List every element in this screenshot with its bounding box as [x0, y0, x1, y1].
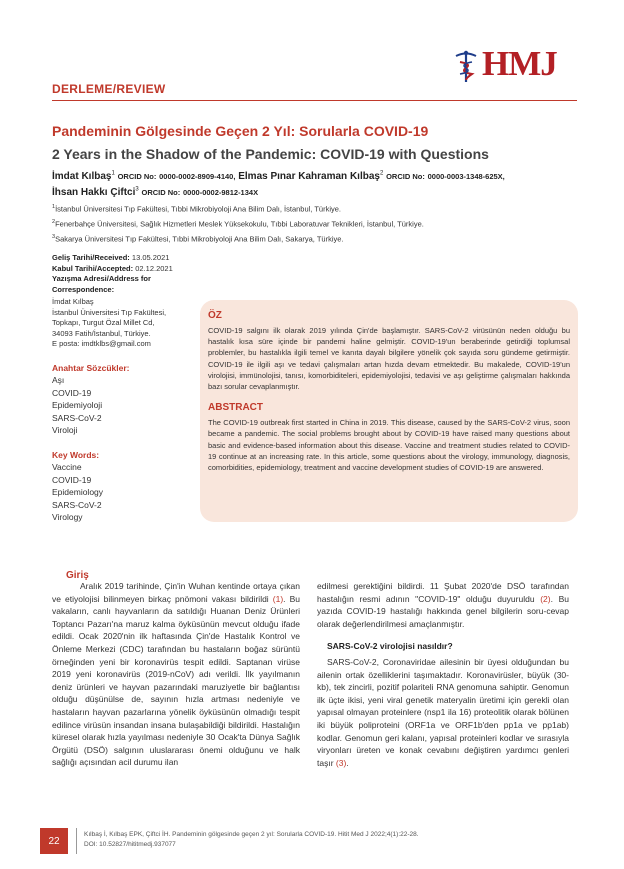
footer-divider [76, 828, 77, 854]
reference-link[interactable]: (1) [272, 593, 284, 604]
journal-logo-text: HMJ [482, 44, 557, 83]
journal-logo [452, 44, 572, 88]
author-list [52, 168, 592, 199]
page-number: 22 [40, 828, 68, 854]
footer-citation: Kılbaş İ, Kılbaş EPK, Çiftci İH. Pandeminin gölgesinde geçen 2 yıl: Sorularla COVID-19. Hitit Med J 2022;4(1):22-28. DOI: 10.52827/hititmedj.937077 [84, 831, 419, 848]
section-label: DERLEME/REVIEW [52, 82, 166, 96]
author: İmdat Kılbaş$^1$ ORCID No: 0000-0002-8909-4140, [52, 171, 236, 183]
affiliations [52, 201, 582, 246]
affiliation: $^1$İstanbul Üniversitesi Tıp Fakültesi, Tıbbi Mikrobiyoloji Ana Bilim Dalı, İstanbul, Türkiye. [52, 204, 342, 214]
doi-link[interactable]: DOI: 10.52827/hititmedj.937077 [84, 841, 176, 848]
keyword: COVID-19 [52, 474, 92, 485]
subsection-heading: SARS-CoV-2 virolojisi nasıldır? [327, 641, 453, 652]
orcid-link[interactable]: 0000-0002-9812-134X [183, 187, 259, 197]
keyword: SARS-CoV-2 [52, 412, 102, 423]
article-title-en: 2 Years in the Shadow of the Pandemic: COVID-19 with Questions [52, 146, 489, 162]
intro-heading: Giriş [66, 570, 89, 581]
keyword: Epidemiology [52, 487, 104, 497]
abstract-tr-heading: ÖZ [208, 310, 222, 321]
divider [52, 100, 577, 101]
keyword: Vaccine [52, 462, 82, 472]
keyword: SARS-CoV-2 [52, 499, 102, 510]
article-meta [52, 253, 192, 524]
accepted-date: Kabul Tarihi/Accepted: 02.12.2021 [52, 263, 173, 273]
received-date: Geliş Tarihi/Received: 13.05.2021 [52, 253, 170, 262]
keywords-en-title: Key Words: [52, 449, 100, 460]
affiliation: $^2$Fenerbahçe Üniversitesi, Sağlık Hizmetleri Meslek Yüksekokulu, Tıbbi Laboratuvar Teknikleri, İstanbul, Türkiye. [52, 219, 424, 229]
keywords-en-list [52, 461, 192, 524]
abstract-en-text: The COVID-19 outbreak first started in China in 2019. This disease, caused by the SARS-CoV-2 virus, soon became a pandemic. The social problems brought about by COVID-19 have raised many questions about basic and evidence-based information about this disease. Vaccine and treatment studies related to COVID-19 continue at an increasing rate. In this article, some questions about the virology, immunology, diagnosis, comorbidities, epidemiology, treatment and vaccine development studies of COVID-19 are answered. [208, 418, 570, 473]
abstract-en-heading: ABSTRACT [208, 402, 263, 414]
orcid-link[interactable]: 0000-0003-1348-625X, [427, 172, 505, 182]
keyword: Viroloji [52, 425, 78, 435]
author: İhsan Hakkı Çiftci$^3$ ORCID No: 0000-0002-9812-134X [52, 186, 259, 198]
keywords-tr-title: Anahtar Sözcükler: [52, 362, 130, 373]
orcid-link[interactable]: 0000-0002-8909-4140, [159, 172, 236, 182]
correspondence-address: İmdat Kılbaş İstanbul Üniversitesi Tıp Fakültesi, Topkapı, Turgut Özal Millet Cd, 34093 Fatih/İstanbul, Türkiye. E posta: imdtklbs@gmail.com [52, 297, 192, 350]
keyword: Epidemiyoloji [52, 400, 103, 410]
body-column-left: Aralık 2019 tarihinde, Çin'in Wuhan kentinde ortaya çıkan ve etiyolojisi bilinmeyen birkaç pnömoni vakası bildirildi (1). Bu vakaların, canlı hayvanların da satıldığı Huanan Deniz Ürünleri Toptancı Pazarı'na maruz kalma öyküsünün mevcut olduğu ifade edildi. Ocak 2020'nin ilk haftasında Çin'de Hastalık Kontrol ve Önleme Merkezi (CDC) tarafından bu hastaların boğaz sürüntü örneğinden yeni bir koronavirüs tespit edildi. Saptanan virüse 2019 yeni koronavirüs (2019-nCoV) adı verildi. İlk yayılmanın deniz ürünleri ve hayvan pazarındaki maruziyetle bir bağlantısı olduğu düşünülse de, sayının hızla artması nedeniyle ve hastaların hayvan pazarlarına yönelik öyküsünün olmadığı tespit edilince virüsün insandan insana bulaşabildiği bildirildi. Hastalığın küresel olarak hızla yayılması nedeniyle 30 Ocak'ta Dünya Sağlık Örgütü (DSÖ) salgının uluslararası önemi olduğunu ve halk sağlığı açısından acil durumu ilan [52, 581, 300, 768]
keyword: COVID-19 [52, 387, 92, 398]
reference-link[interactable]: (3) [335, 757, 347, 768]
article-title-tr: Pandeminin Gölgesinde Geçen 2 Yıl: Sorularla COVID-19 [52, 123, 429, 139]
keyword: Aşı [52, 375, 65, 385]
body-column-right [317, 580, 569, 769]
keyword: Virology [52, 512, 83, 522]
keywords-tr-list [52, 374, 192, 437]
page-footer [40, 828, 584, 858]
abstract-tr-text: COVID-19 salgını ilk olarak 2019 yılında Çin'de başlamıştır. SARS-CoV-2 virüsünün neden olduğu bu hastalık kısa süre içinde bir pandemi haline gelmiştir. COVID-19'un beraberinde getirdiği toplumsal problemler, bu hastalıkla ilgili temel ve kanıta dayalı bilgilere yönelik çok sayıda soru gündeme getirmiştir. COVID-19 ile ilgili aşı ve tedavi çalışmaları artan hızda devam etmektedir. Bu makalede, COVID-19'un virolojisi, immünolojisi, tanısı, komorbiditeleri, epidemiyolojisi, tedavisi ve aşı geliştirme çalışmaları hakkında bazı sorular cevaplanmıştır. [208, 326, 570, 392]
affiliation: $^3$Sakarya Üniversitesi Tıp Fakültesi, Tıbbi Mikrobiyoloji Ana Bilim Dalı, Sakarya, Türkiye. [52, 234, 344, 244]
reference-link[interactable]: (2) [540, 593, 551, 604]
abstract-box [200, 300, 578, 522]
paragraph: SARS-CoV-2, Coronaviridae ailesinin bir üyesi olduğundan bu ailenin ortak özelliklerini taşımaktadır. Koronavirüsler, büyük (30-kb), tek zincirli, pozitif polariteli RNA genomuna sahiptir. Genomun ilk üçte ikisi, yeni viral genetik materyalin üretimi için gerekli olan yapısal olmayan proteinlere (nsp1 ila 16) proteolitik olarak bölünen iki büyük poliproteini (ORF1a ve ORF1b'den pp1a ve pp1ab) kodlar. Genomun geri kalanı, yapısal proteinleri kodlar ve sırasıyla viryonları üreten ve konak cevabını değiştiren yardımcı genleri taşır (3). [317, 656, 569, 768]
author: Elmas Pınar Kahraman Kılbaş$^2$ ORCID No: 0000-0003-1348-625X, [238, 171, 505, 183]
paragraph: edilmesi gerektiğini bildirdi. 11 Şubat 2020'de DSÖ tarafından hastalığın resmi adının "COVID-19" olduğu duyuruldu (2). Bu yazıda COVID-19 hastalığı hakkında genel bilgilerin soru-cevap olarak değerlendirilmesi amaçlanmıştır. [317, 581, 569, 629]
email-link[interactable]: E posta: imdtklbs@gmail.com [52, 339, 151, 348]
correspondence-label: Yazışma Adresi/Address for Correspondence: [52, 274, 151, 294]
caduceus-icon [452, 50, 480, 84]
